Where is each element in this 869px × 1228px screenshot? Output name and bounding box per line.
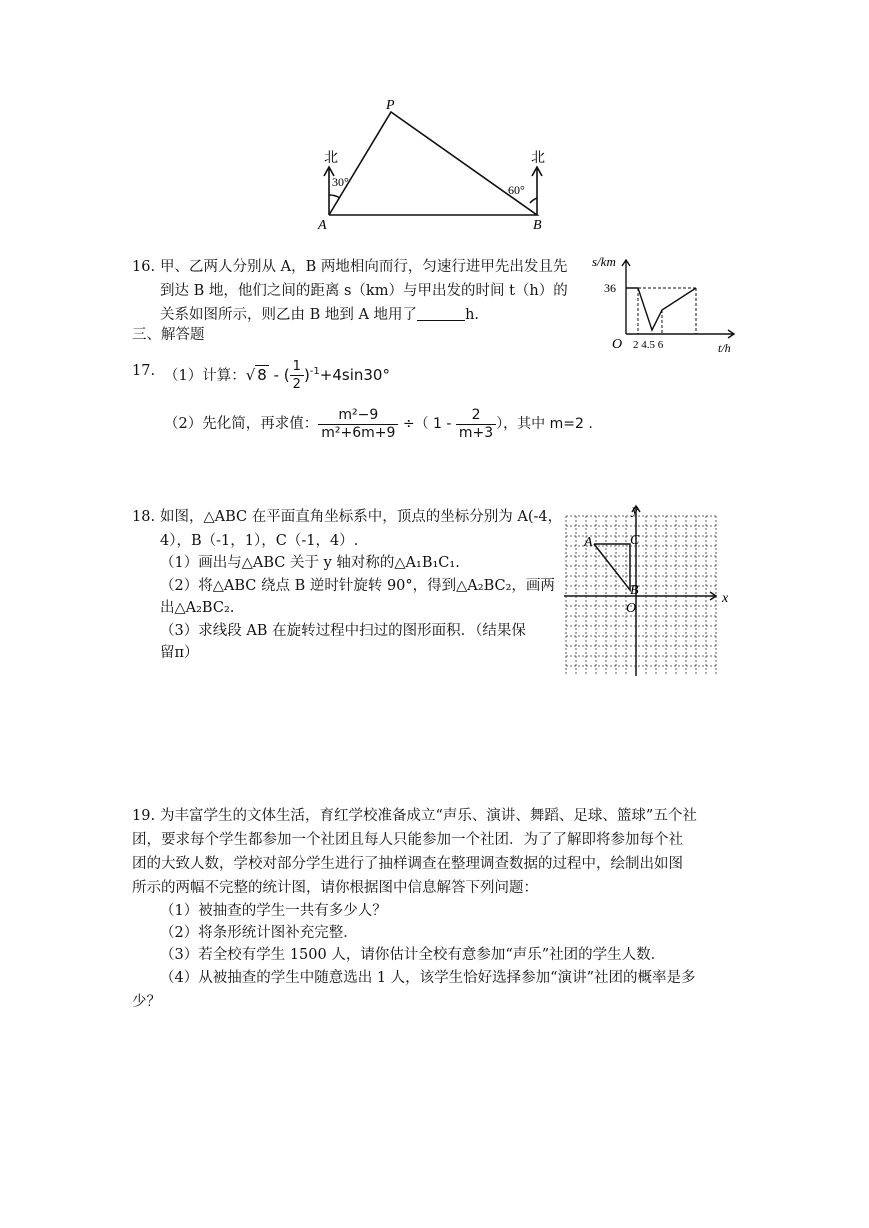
s-axis-label: s/km <box>592 254 616 269</box>
point-c-grid-label: C <box>630 533 640 548</box>
q19-line-6: （2）将条形统计图补充完整． <box>160 925 358 941</box>
q17-number: 17. <box>132 363 156 379</box>
q17-expression-1: √ 8 - ( $\frac{1}{2}$ )$^{-1}$+4sin30° <box>245 359 390 392</box>
q18-line-5: 出△A₂BC₂. <box>160 600 235 616</box>
q18-line-3: （1）画出与△ABC 关于 y 轴对称的△A₁B₁C₁. <box>160 555 460 571</box>
q19-line-4: 所示的两幅不完整的统计图，请你根据图中信息解答下列问题： <box>132 880 538 896</box>
q16-line-1: 甲、乙两人分别从 A，B 两地相向而行，匀速行进甲先出发且先 <box>160 259 568 275</box>
q18-number: 18. <box>132 509 156 525</box>
q19-line-7: （3）若全校有学生 1500 人，请你估计全校有意参加“声乐”社团的学生人数． <box>160 947 666 963</box>
angle-label-30: 30° <box>332 175 349 189</box>
fraction-main-num: m²−9 <box>318 407 398 425</box>
q16-unit: h. <box>465 307 480 323</box>
triangle-pab-figure <box>312 98 562 236</box>
q19-line-1: 为丰富学生的文体生活，育红学校准备成立“声乐、演讲、舞蹈、足球、篮球”五个社 <box>160 808 697 824</box>
fraction-second-den: m+3 <box>458 424 494 441</box>
answer-blank <box>417 306 465 321</box>
q18-line-6: （3）求线段 AB 在旋转过程中扫过的图形面积．（结果保 <box>160 623 526 639</box>
t-tick-labels: 2 4.5 6 <box>633 339 664 351</box>
q19-line-3: 团的大致人数，学校对部分学生进行了抽样调查在整理调查数据的过程中，绘制出如图 <box>132 856 683 872</box>
q16-line-3-text: 关系如图所示，则乙由 B 地到 A 地用了 <box>160 307 418 323</box>
q19-line-9: 少？ <box>132 994 161 1010</box>
section-heading: 三、解答题 <box>132 327 205 343</box>
q17-part-1-label: （1）计算： <box>164 368 246 384</box>
q17-part-2 <box>164 404 593 444</box>
angle-label-60: 60° <box>508 183 525 197</box>
point-a-label: A <box>318 218 327 233</box>
s-value-label: 36 <box>604 281 616 295</box>
distance-time-graph <box>586 252 742 354</box>
q16-line-2: 到达 B 地，他们之间的距离 s（km）与甲出发的时间 t（h）的 <box>160 283 568 299</box>
t-axis-label: t/h <box>718 341 731 354</box>
q19-line-5: （1）被抽查的学生一共有多少人？ <box>160 903 387 919</box>
divide-part: ÷（ 1 - <box>402 416 452 432</box>
north-label-right: 北 <box>531 151 545 166</box>
q17-part-2-label: （2）先化简，再求值： <box>164 416 319 432</box>
origin-grid-label: O <box>626 601 637 616</box>
exponent: -1 <box>309 366 320 377</box>
minus-open: - ( <box>268 366 290 384</box>
close-paren: ) <box>303 366 310 384</box>
q19-line-2: 团，要求每个学生都参加一个社团且每人只能参加一个社团．为了了解即将参加每个社 <box>132 832 683 848</box>
fraction-second <box>456 407 496 442</box>
point-b-label: B <box>533 218 542 233</box>
y-axis-label: y <box>632 503 639 518</box>
origin-label: O <box>612 337 623 352</box>
q16-line-3 <box>160 305 479 325</box>
fraction-half <box>290 358 304 393</box>
fraction-second-num: 2 <box>456 407 496 425</box>
q19-line-8: （4）从被抽查的学生中随意选出 1 人，该学生恰好选择参加“演讲”社团的概率是多 <box>160 970 696 986</box>
q18-line-1: 如图，△ABC 在平面直角坐标系中，顶点的坐标分别为 A(-4， <box>160 509 563 525</box>
q19-number: 19. <box>132 808 156 824</box>
q17-expression-2 <box>318 406 593 441</box>
fraction-main-den: m²+6m+9 <box>321 424 396 441</box>
point-p-label: P <box>386 98 395 113</box>
fraction-half-num: 1 <box>290 358 304 376</box>
condition-text: ），其中 m=2 . <box>496 416 593 432</box>
coordinate-grid-figure <box>560 500 740 680</box>
q18-line-4: （2）将△ABC 绕点 B 逆时针旋转 90°，得到△A₂BC₂，画两 <box>160 578 555 594</box>
point-a-grid-label: A <box>584 535 593 550</box>
q17-part-1 <box>164 358 390 393</box>
north-label-left: 北 <box>324 151 338 166</box>
q18-line-7: 留π） <box>160 645 199 661</box>
expression-tail: +4sin30° <box>319 366 390 384</box>
x-axis-label: x <box>722 591 729 606</box>
fraction-main <box>318 407 398 442</box>
point-b-grid-label: B <box>630 583 639 598</box>
fraction-half-den: 2 <box>292 377 301 392</box>
q16-number: 16. <box>132 259 156 275</box>
radicand: 8 <box>257 366 267 384</box>
q18-line-2: 4），B（-1，1），C（-1，4）. <box>160 533 359 549</box>
